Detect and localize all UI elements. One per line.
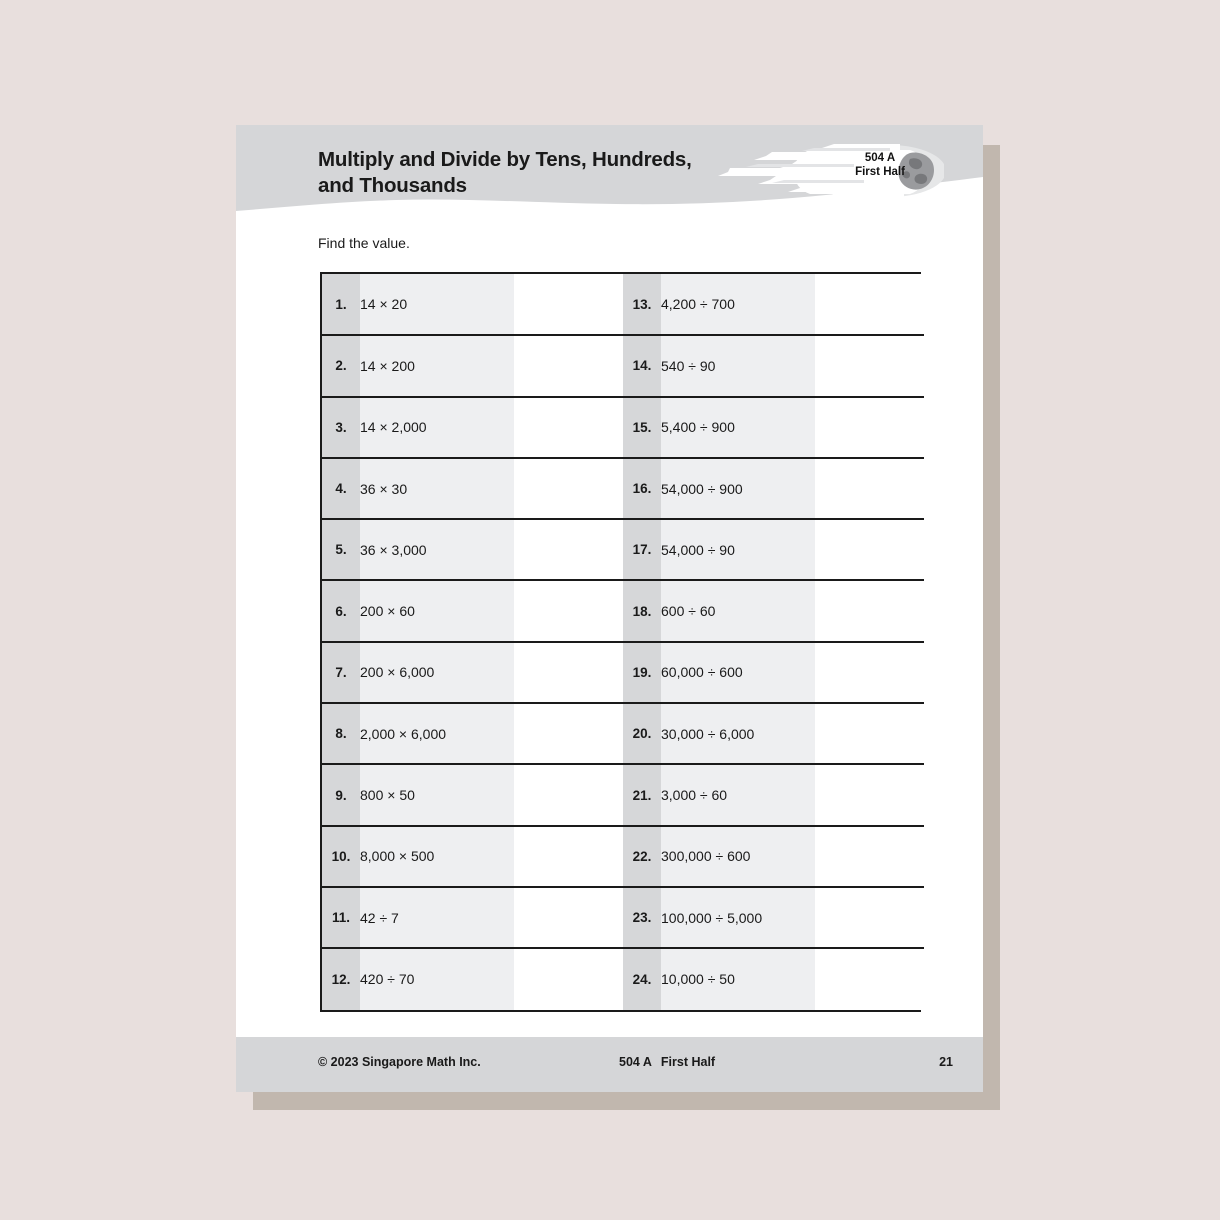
answer-blank[interactable] — [815, 948, 924, 1009]
answer-blank[interactable] — [514, 642, 623, 703]
table-row — [322, 335, 924, 396]
instruction-text: Find the value. — [318, 235, 410, 251]
footer-lesson-code: 504 A — [619, 1055, 652, 1069]
footer-page-number: 21 — [939, 1055, 953, 1069]
problem-table-grid — [322, 274, 924, 1010]
problem-expression: 100,000 ÷ 5,000 — [661, 887, 815, 948]
problem-expression: 54,000 ÷ 90 — [661, 519, 815, 580]
answer-blank[interactable] — [815, 397, 924, 458]
answer-blank[interactable] — [815, 642, 924, 703]
problem-number: 12. — [322, 948, 360, 1009]
answer-blank[interactable] — [514, 764, 623, 825]
table-row — [322, 458, 924, 519]
table-row — [322, 519, 924, 580]
problem-expression: 300,000 ÷ 600 — [661, 826, 815, 887]
answer-blank[interactable] — [815, 580, 924, 641]
footer-band — [236, 1037, 983, 1092]
problem-expression: 600 ÷ 60 — [661, 580, 815, 641]
problem-number: 3. — [322, 397, 360, 458]
problem-expression: 14 × 20 — [360, 274, 514, 335]
problem-table-body — [322, 274, 924, 1010]
problem-number: 2. — [322, 335, 360, 396]
answer-blank[interactable] — [514, 519, 623, 580]
answer-blank[interactable] — [815, 826, 924, 887]
problem-expression: 420 ÷ 70 — [360, 948, 514, 1009]
table-row — [322, 887, 924, 948]
problem-number: 7. — [322, 642, 360, 703]
answer-blank[interactable] — [815, 519, 924, 580]
problem-expression: 14 × 200 — [360, 335, 514, 396]
problem-number: 8. — [322, 703, 360, 764]
problem-number: 4. — [322, 458, 360, 519]
worksheet-page — [236, 125, 983, 1092]
problem-table — [320, 272, 921, 1012]
problem-expression: 4,200 ÷ 700 — [661, 274, 815, 335]
footer-lesson-info — [619, 1055, 715, 1069]
problem-expression: 2,000 × 6,000 — [360, 703, 514, 764]
problem-expression: 5,400 ÷ 900 — [661, 397, 815, 458]
problem-number: 15. — [623, 397, 661, 458]
table-row — [322, 764, 924, 825]
problem-expression: 540 ÷ 90 — [661, 335, 815, 396]
answer-blank[interactable] — [514, 458, 623, 519]
page-title-line-2: and Thousands — [318, 174, 467, 198]
problem-expression: 200 × 60 — [360, 580, 514, 641]
problem-expression: 800 × 50 — [360, 764, 514, 825]
answer-blank[interactable] — [815, 335, 924, 396]
problem-number: 14. — [623, 335, 661, 396]
table-row — [322, 274, 924, 335]
problem-number: 9. — [322, 764, 360, 825]
problem-number: 19. — [623, 642, 661, 703]
answer-blank[interactable] — [815, 274, 924, 335]
answer-blank[interactable] — [815, 887, 924, 948]
answer-blank[interactable] — [514, 948, 623, 1009]
lesson-badge — [842, 151, 918, 180]
footer-lesson-half: First Half — [660, 1055, 716, 1069]
table-row — [322, 703, 924, 764]
problem-number: 11. — [322, 887, 360, 948]
problem-number: 22. — [623, 826, 661, 887]
page-title — [318, 147, 718, 199]
problem-number: 10. — [322, 826, 360, 887]
lesson-badge-half: First Half — [855, 166, 905, 179]
page-title-line-1: Multiply and Divide by Tens, Hundreds, — [318, 148, 692, 171]
answer-blank[interactable] — [514, 274, 623, 335]
problem-expression: 30,000 ÷ 6,000 — [661, 703, 815, 764]
problem-number: 18. — [623, 580, 661, 641]
answer-blank[interactable] — [815, 458, 924, 519]
answer-blank[interactable] — [815, 764, 924, 825]
problem-expression: 36 × 3,000 — [360, 519, 514, 580]
problem-number: 16. — [623, 458, 661, 519]
problem-number: 17. — [623, 519, 661, 580]
problem-number: 20. — [623, 703, 661, 764]
lesson-badge-code: 504 A — [864, 152, 896, 164]
problem-number: 6. — [322, 580, 360, 641]
footer-copyright: © 2023 Singapore Math Inc. — [318, 1055, 481, 1069]
table-row — [322, 826, 924, 887]
problem-expression: 60,000 ÷ 600 — [661, 642, 815, 703]
answer-blank[interactable] — [514, 887, 623, 948]
table-row — [322, 397, 924, 458]
answer-blank[interactable] — [514, 580, 623, 641]
problem-expression: 8,000 × 500 — [360, 826, 514, 887]
problem-expression: 3,000 ÷ 60 — [661, 764, 815, 825]
problem-number: 21. — [623, 764, 661, 825]
table-row — [322, 580, 924, 641]
problem-number: 23. — [623, 887, 661, 948]
problem-expression: 36 × 30 — [360, 458, 514, 519]
problem-number: 1. — [322, 274, 360, 335]
table-row — [322, 948, 924, 1009]
problem-number: 24. — [623, 948, 661, 1009]
answer-blank[interactable] — [815, 703, 924, 764]
table-row — [322, 642, 924, 703]
problem-number: 13. — [623, 274, 661, 335]
answer-blank[interactable] — [514, 335, 623, 396]
problem-expression: 10,000 ÷ 50 — [661, 948, 815, 1009]
problem-number: 5. — [322, 519, 360, 580]
problem-expression: 54,000 ÷ 900 — [661, 458, 815, 519]
answer-blank[interactable] — [514, 397, 623, 458]
problem-expression: 14 × 2,000 — [360, 397, 514, 458]
answer-blank[interactable] — [514, 703, 623, 764]
answer-blank[interactable] — [514, 826, 623, 887]
problem-expression: 42 ÷ 7 — [360, 887, 514, 948]
problem-expression: 200 × 6,000 — [360, 642, 514, 703]
